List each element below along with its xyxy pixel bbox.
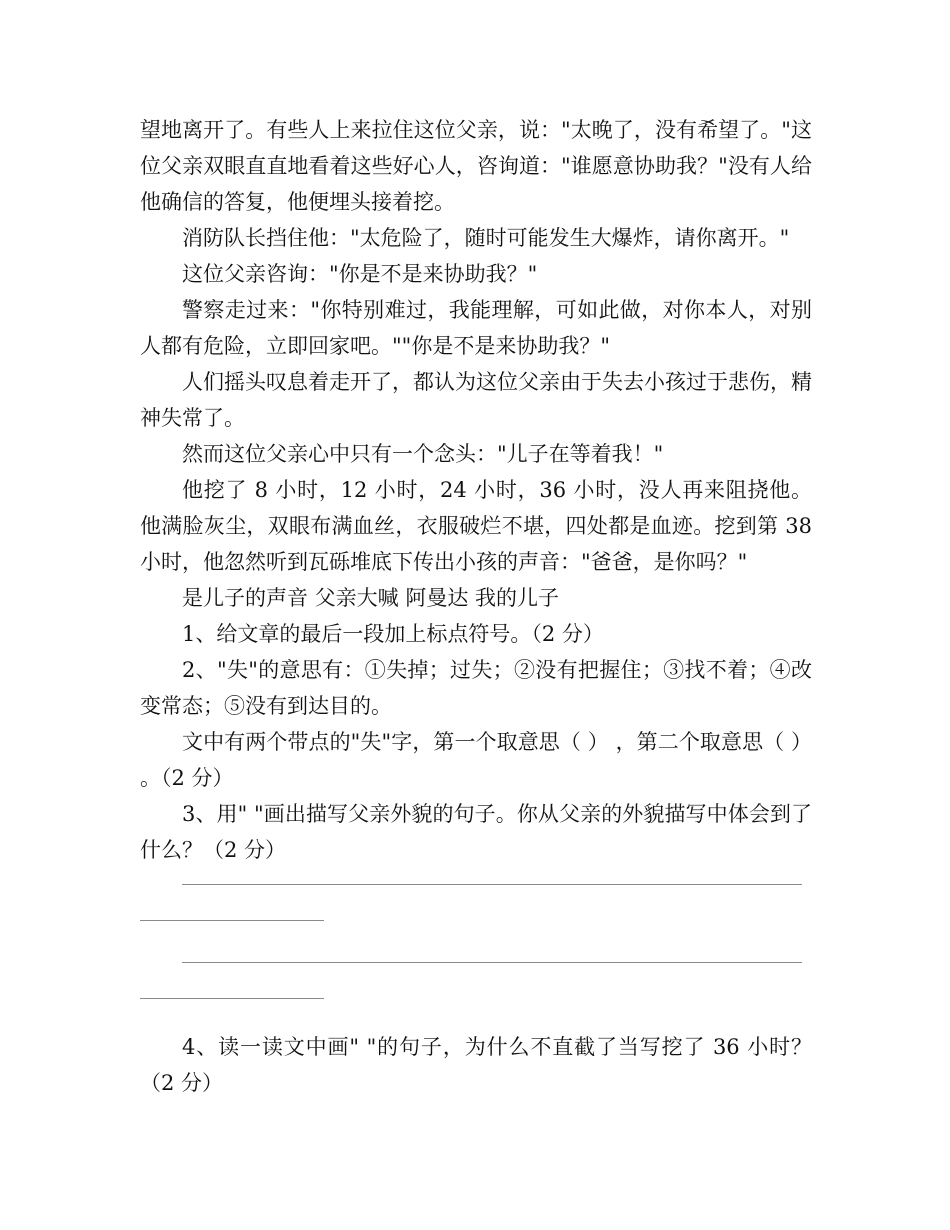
document-page [140, 112, 812, 1101]
paragraph-4: 警察走过来："你特别难过，我能理解，可如此做，对你本人，对别人都有危险，立即回家吧。""你是不是来协助我？" [140, 298, 812, 358]
paragraph-7: 他挖了 8 小时，12 小时，24 小时，36 小时，没人再来阻挠他。他满脸灰尘，双眼布满血丝，衣服破烂不堪，四处都是血迹。挖到第 38 小时，他忽然听到瓦砾堆底下传出小孩的声音："爸爸，是你吗？" [140, 478, 812, 574]
question-1: 1、给文章的最后一段加上标点符号。（2 分） [182, 622, 604, 646]
paragraph-3: 这位父亲咨询："你是不是来协助我？" [182, 262, 538, 286]
question-4: 4、读一读文中画" "的句子，为什么不直截了当写挖了 36 小时？（2 分） [140, 1035, 812, 1095]
answer-lines-2[interactable] [140, 927, 812, 1005]
answer-lines-1[interactable] [140, 868, 812, 927]
paragraph-2: 消防队长挡住他："太危险了，随时可能发生大爆炸，请你离开。" [182, 226, 790, 250]
paragraph-6: 然而这位父亲心中只有一个念头："儿子在等着我！" [182, 442, 664, 466]
paragraph-8: 是儿子的声音 父亲大喊 阿曼达 我的儿子 [182, 586, 560, 610]
paragraph-1: 望地离开了。有些人上来拉住这位父亲，说："太晚了，没有希望了。"这位父亲双眼直直地看着这些好心人，咨询道："谁愿意协助我？"没有人给他确信的答复，他便埋头接着挖。 [140, 118, 812, 214]
question-2-blanks: 文中有两个带点的"失"字，第一个取意思（ ） ，第二个取意思（ ） 。（2 分） [140, 730, 812, 790]
answer-line-short [140, 920, 324, 921]
paragraph-5: 人们摇头叹息着走开了，都认为这位父亲由于失去小孩过于悲伤，精神失常了。 [140, 370, 812, 430]
answer-line-long [182, 884, 802, 885]
answer-line-short [140, 998, 324, 999]
question-3: 3、用" "画出描写父亲外貌的句子。你从父亲的外貌描写中体会到了什么？（2 分） [140, 802, 812, 862]
question-2: 2、"失"的意思有：①失掉；过失；②没有把握住；③找不着；④改变常态；⑤没有到达目的。 [140, 658, 812, 718]
answer-line-long [182, 962, 802, 963]
